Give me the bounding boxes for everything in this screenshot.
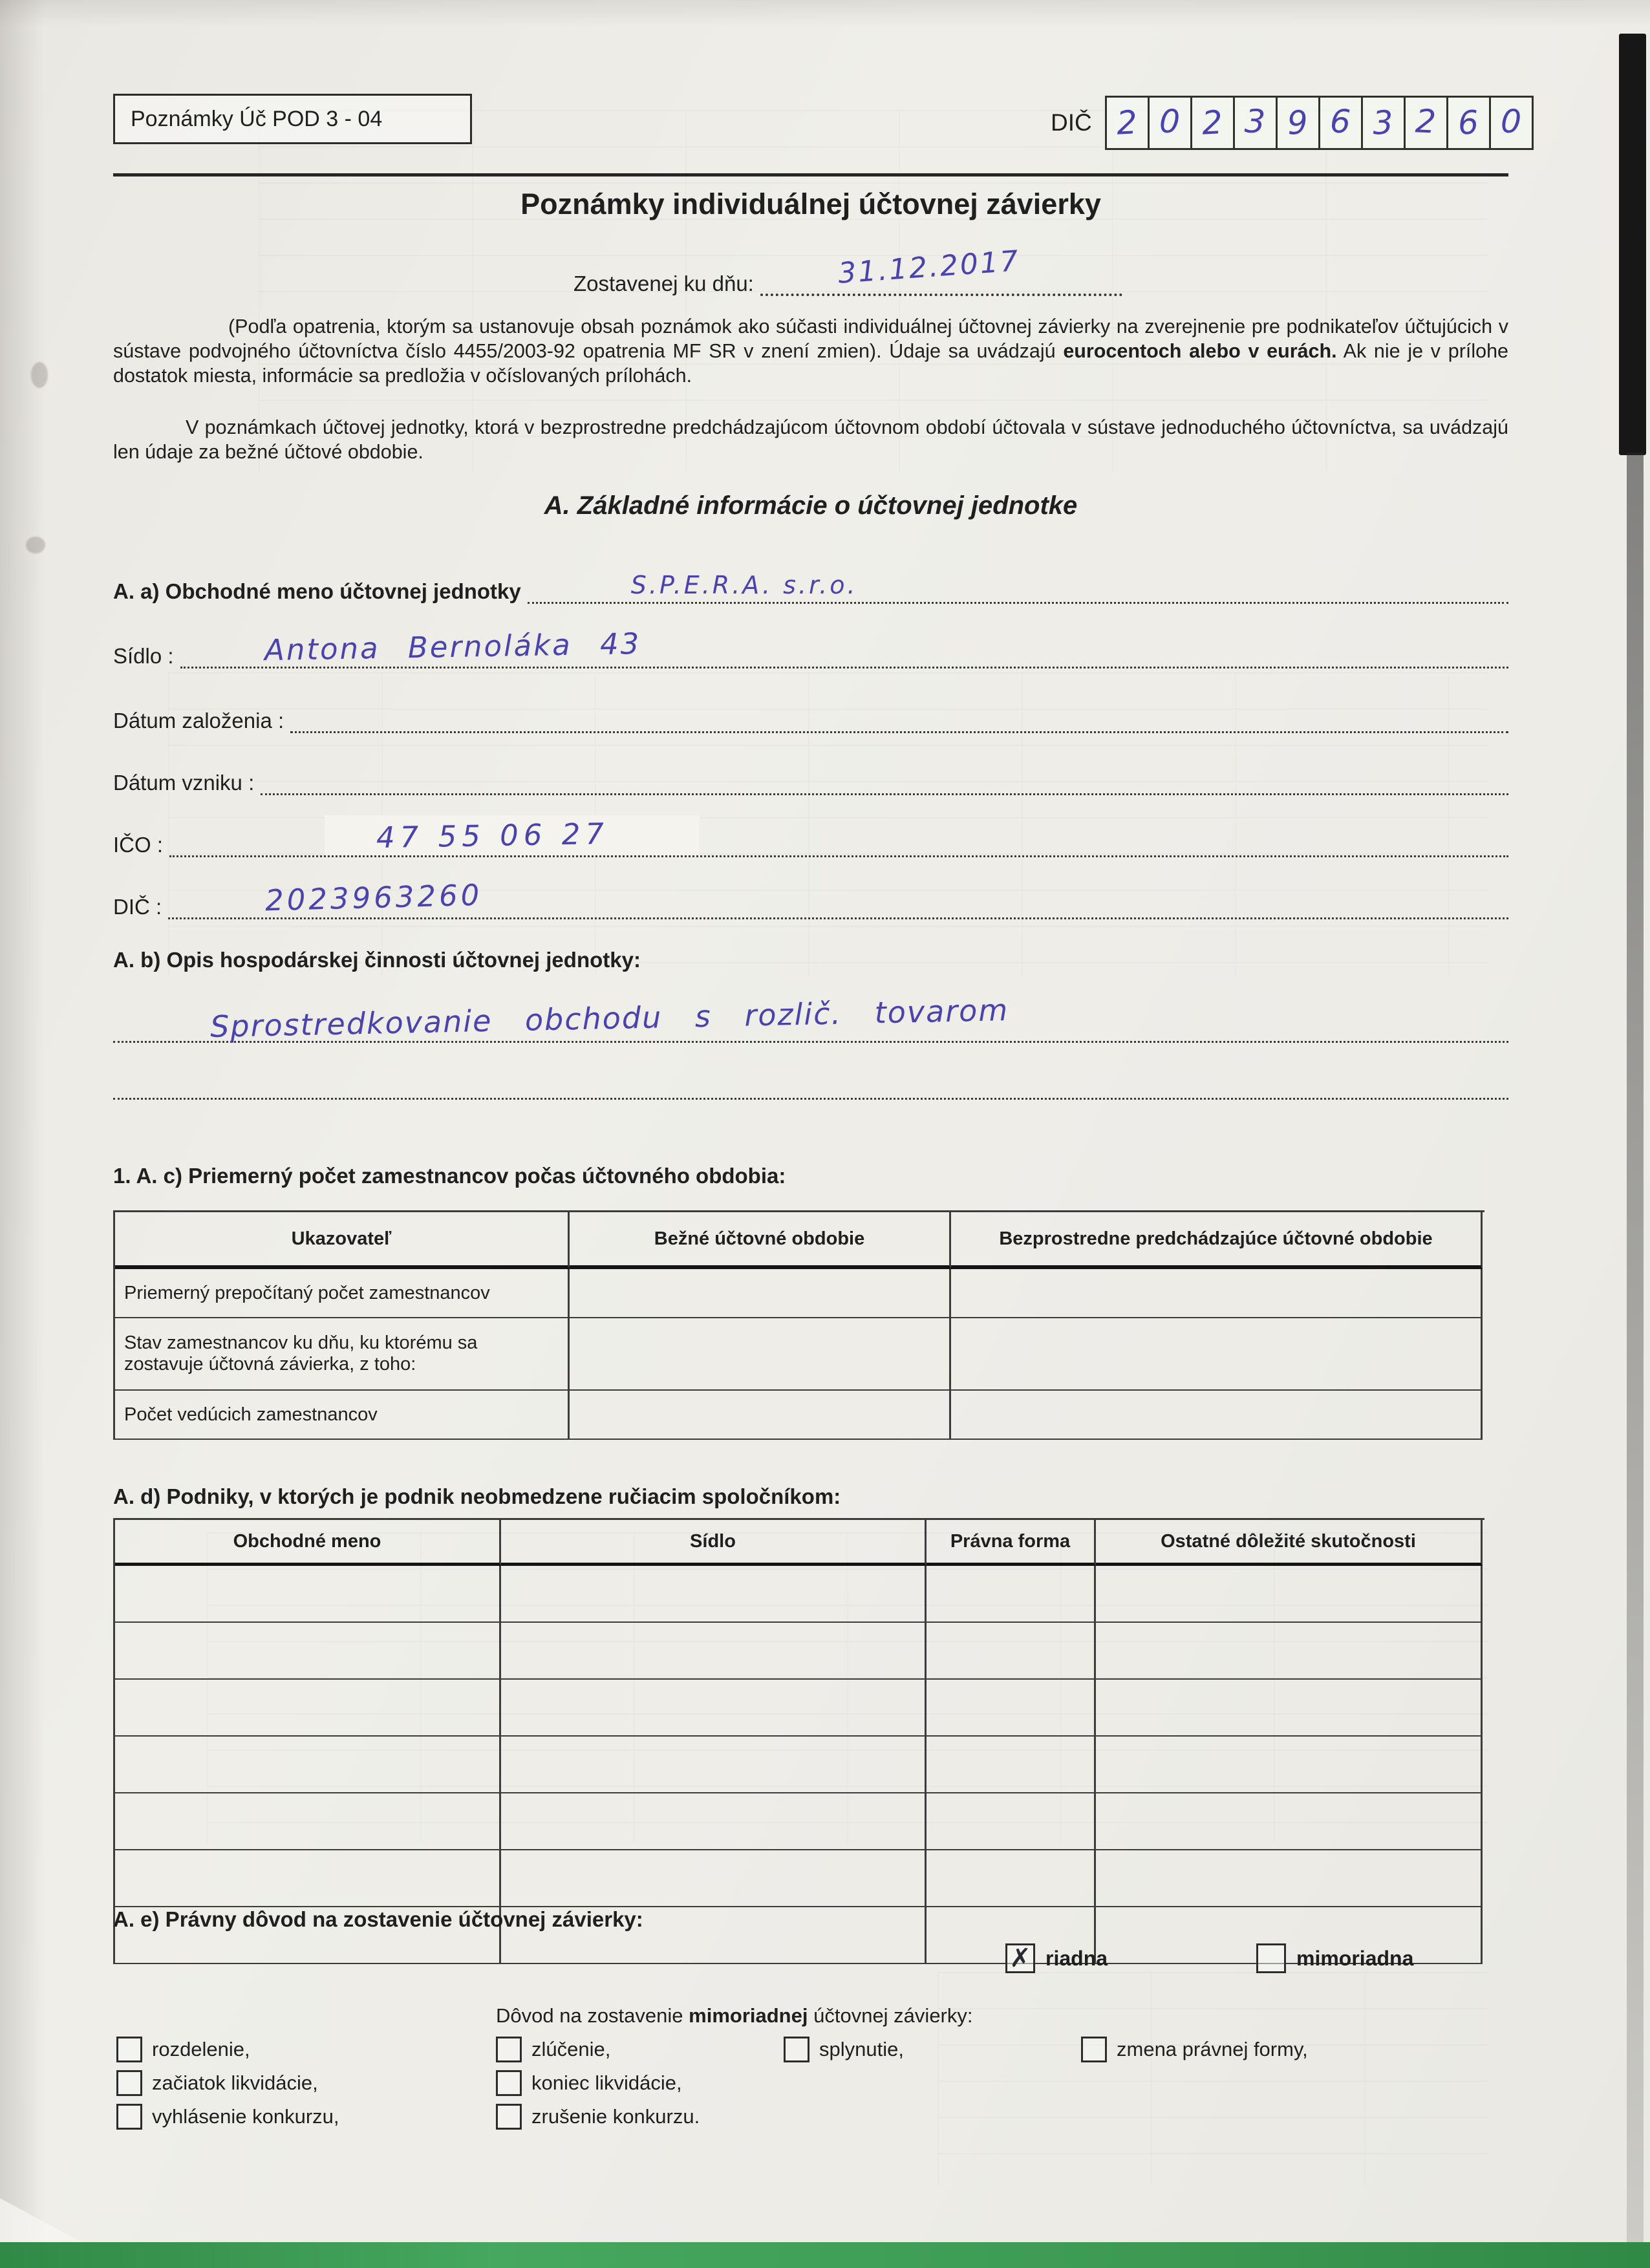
reason-label: zrušenie konkurzu. <box>531 2105 700 2128</box>
scan-smudge <box>26 537 45 553</box>
field-value-handwritten: 2023963260 <box>264 877 484 918</box>
table-cell <box>501 1850 927 1907</box>
dic-digit-value: 9 <box>1286 103 1309 142</box>
table-cell <box>1096 1680 1483 1737</box>
dic-digit-value: 6 <box>1457 103 1480 142</box>
field-ico <box>113 816 1508 857</box>
table-cell <box>951 1391 1483 1440</box>
field-label: DIČ : <box>113 895 162 919</box>
reason-label: koniec likvidácie, <box>531 2071 682 2094</box>
scan-bottom-green-strip <box>0 2242 1650 2268</box>
reason-intro <box>496 2004 973 2027</box>
dic-area <box>1051 96 1534 150</box>
dic-digit-cell <box>1276 96 1320 150</box>
table-header-cell: Právna forma <box>927 1520 1096 1566</box>
table-cell <box>927 1623 1096 1680</box>
intro-p1-bold: eurocentoch alebo v eurách. <box>1063 340 1337 362</box>
scan-smudge <box>31 362 48 388</box>
reason-label: vyhlásenie konkurzu, <box>152 2105 339 2128</box>
reason-option <box>496 2104 700 2130</box>
checkbox-zlucenie <box>496 2037 522 2062</box>
reason-option <box>1081 2037 1308 2062</box>
checkbox-splynutie <box>784 2037 809 2062</box>
dic-digit-value: 2 <box>1415 102 1437 141</box>
dotted-fill-line <box>261 760 1508 795</box>
dic-digit-value: 2 <box>1201 103 1224 142</box>
activity-value-handwritten: Sprostredkovanie obchodu s rozlič. tovarom <box>209 992 1009 1044</box>
employees-table <box>113 1210 1484 1440</box>
dic-digit-cell <box>1404 96 1448 150</box>
page-title: Poznámky individuálnej účtovnej závierky <box>520 187 1101 220</box>
field-value-handwritten: Antona Bernoláka 43 <box>264 626 641 668</box>
table-cell <box>501 1566 927 1623</box>
table-cell <box>115 1566 501 1623</box>
table-header-cell: Bežné účtovné obdobie <box>570 1212 951 1269</box>
reason-label: splynutie, <box>819 2038 904 2060</box>
checkbox-mark: ✗ <box>1009 1944 1031 1973</box>
reason-option <box>116 2104 339 2130</box>
reason-option <box>784 2037 904 2062</box>
dic-digit-cell <box>1318 96 1363 150</box>
intro-paragraph-2: V poznámkach účtovej jednotky, ktorá v bezprostredne predchádzajúcom účtovnom období účtovala v sústave jednoduchého účtovníctva, sa uvádzajú len údaje za bežné účtové obdobie. <box>113 416 1508 463</box>
reason-intro-bold: mimoriadnej <box>689 2004 808 2027</box>
reason-option <box>116 2037 250 2062</box>
form-code-box <box>113 94 472 144</box>
section-ab-heading: A. b) Opis hospodárskej činnosti účtovnej jednotky: <box>113 948 641 972</box>
table-cell <box>1096 1566 1483 1623</box>
table-header-cell: Ostatné dôležité skutočnosti <box>1096 1520 1483 1566</box>
table-cell <box>115 1680 501 1737</box>
dic-digit-value: 0 <box>1500 102 1523 141</box>
field-dic <box>113 877 1508 919</box>
form-code-label: Poznámky Úč POD 3 - 04 <box>131 106 383 131</box>
dic-digit-cell <box>1190 96 1235 150</box>
option-riadna <box>1005 1943 1108 1973</box>
dic-digit-boxes <box>1105 96 1534 150</box>
table-cell <box>115 1850 501 1907</box>
dic-digit-value: 3 <box>1244 102 1267 141</box>
dic-digit-cell <box>1361 96 1406 150</box>
table-cell <box>570 1318 951 1391</box>
reason-intro-end: účtovnej závierky: <box>813 2004 973 2027</box>
table-cell <box>1096 1623 1483 1680</box>
table-cell <box>1096 1737 1483 1793</box>
scan-left-shadow <box>0 0 45 2268</box>
table-cell <box>927 1793 1096 1850</box>
dic-label: DIČ <box>1051 109 1092 136</box>
dotted-fill-line <box>180 626 1508 669</box>
table-cell <box>501 1737 927 1793</box>
dic-digit-value: 2 <box>1115 103 1139 142</box>
dic-digit-cell <box>1148 96 1192 150</box>
reason-row <box>113 2037 1508 2065</box>
empty-fill-line <box>113 1098 1508 1100</box>
table-cell <box>570 1391 951 1440</box>
field-label: Dátum založenia : <box>113 709 284 733</box>
companies-table <box>113 1518 1484 1964</box>
table-row-label: Priemerný prepočítaný počet zamestnancov <box>115 1269 570 1318</box>
scan-edge-gray-bar <box>1627 453 1644 2243</box>
table-cell <box>115 1623 501 1680</box>
table-header-cell: Bezprostredne predchádzajúce účtovné obdobie <box>951 1212 1483 1269</box>
table-cell <box>927 1850 1096 1907</box>
field-datum-vzniku <box>113 762 1508 795</box>
table-header-cell: Obchodné meno <box>115 1520 501 1566</box>
compiled-date-label: Zostavenej ku dňu: <box>573 272 754 295</box>
table-cell <box>1096 1793 1483 1850</box>
field-value-handwritten: 47 55 06 27 <box>376 816 610 855</box>
dic-digit-value: 6 <box>1329 102 1352 141</box>
compiled-date-field <box>760 244 1122 296</box>
compiled-date-value: 31.12.2017 <box>837 244 1022 290</box>
section-a-heading: A. Základné informácie o účtovnej jednotke <box>544 491 1078 520</box>
checkbox-zmena-pravnej-formy <box>1081 2037 1107 2062</box>
dic-digit-value: 0 <box>1159 102 1181 141</box>
field-datum-zalozenia <box>113 700 1508 733</box>
table-cell <box>927 1566 1096 1623</box>
activity-fill-line <box>113 987 1508 1043</box>
dic-digit-cell <box>1105 96 1150 150</box>
option-mimoriadna <box>1256 1943 1413 1973</box>
field-label: Dátum vzniku : <box>113 771 255 795</box>
table-cell <box>115 1793 501 1850</box>
reason-option <box>116 2070 318 2096</box>
table-header-cell: Sídlo <box>501 1520 927 1566</box>
reason-option <box>496 2037 610 2062</box>
table-cell <box>951 1269 1483 1318</box>
table-cell <box>501 1793 927 1850</box>
table-cell <box>115 1737 501 1793</box>
field-sidlo <box>113 626 1508 669</box>
reason-label: zmena právnej formy, <box>1117 2038 1308 2060</box>
table-cell <box>1096 1850 1483 1907</box>
table-cell <box>570 1269 951 1318</box>
checkbox-vyhlasenie-konkurzu <box>116 2104 142 2130</box>
dic-digit-cell <box>1233 96 1278 150</box>
reason-row <box>113 2104 1508 2132</box>
reason-label: začiatok likvidácie, <box>152 2071 318 2094</box>
reason-label: zlúčenie, <box>531 2038 611 2060</box>
section-ad-heading: A. d) Podniky, v ktorých je podnik neobmedzene ručiacim spoločníkom: <box>113 1484 841 1508</box>
checkbox-riadna <box>1005 1943 1035 1973</box>
dic-digit-cell <box>1489 96 1534 150</box>
checkbox-zaciatok-likvidacie <box>116 2070 142 2096</box>
dotted-fill-line <box>528 568 1508 604</box>
field-label: A. a) Obchodné meno účtovnej jednotky <box>113 579 521 603</box>
intro-p1-start: (Podľa opatrenia, ktorým sa ustanovuje obsah poznámok ako súčasti individuálnej účtovnej závierky na zverejnenie pre podnikateľov účtujúcich v sústave podvojného účtovníctva číslo 4455/2003-92 opatrenia MF SR v znení zmien). Údaje sa uvádzajú <box>113 316 1508 362</box>
scan-top-shadow <box>0 0 1650 27</box>
checkbox-rozdelenie <box>116 2037 142 2062</box>
table-header-cell: Ukazovateľ <box>115 1212 570 1269</box>
checkbox-mimoriadna <box>1256 1943 1286 1973</box>
table-cell <box>927 1737 1096 1793</box>
reason-option <box>496 2070 682 2096</box>
table-cell <box>501 1623 927 1680</box>
dotted-fill-line <box>168 877 1508 919</box>
option-label: mimoriadna <box>1296 1946 1414 1970</box>
field-label: Sídlo : <box>113 644 174 668</box>
table-row-label: Stav zamestnancov ku dňu, ku ktorému sa zostavuje účtovná závierka, z toho: <box>115 1318 570 1391</box>
table-cell <box>927 1680 1096 1737</box>
primary-options-row <box>113 1943 1508 1974</box>
dic-digit-cell <box>1446 96 1491 150</box>
intro-p1-end: Ak nie je v prílohe dostatok miesta, informácie sa predložia v očíslovaných prílohách. <box>113 340 1508 387</box>
dotted-fill-line <box>290 698 1508 733</box>
dotted-fill-line <box>169 816 1508 857</box>
dic-digit-value: 3 <box>1371 103 1395 142</box>
table-cell <box>951 1318 1483 1391</box>
field-business-name <box>113 570 1508 604</box>
section-ac-heading: 1. A. c) Priemerný počet zamestnancov počas účtovného obdobia: <box>113 1164 786 1188</box>
compiled-date-line <box>573 244 1122 296</box>
option-label: riadna <box>1045 1946 1108 1970</box>
reason-label: rozdelenie, <box>152 2038 250 2060</box>
checkbox-zrusenie-konkurzu <box>496 2104 522 2130</box>
section-ae-heading: A. e) Právny dôvod na zostavenie účtovnej závierky: <box>113 1907 643 1931</box>
checkbox-koniec-likvidacie <box>496 2070 522 2096</box>
table-cell <box>501 1680 927 1737</box>
table-row-label: Počet vedúcich zamestnancov <box>115 1391 570 1440</box>
scan-edge-dark-bar <box>1619 34 1646 455</box>
reason-row <box>113 2070 1508 2099</box>
reason-intro-start: Dôvod na zostavenie <box>496 2004 683 2027</box>
field-label: IČO : <box>113 833 164 857</box>
field-value-handwritten: S.P.E.R.A. s.r.o. <box>630 571 858 599</box>
intro-paragraph-1 <box>113 314 1508 388</box>
header-divider <box>113 173 1508 177</box>
